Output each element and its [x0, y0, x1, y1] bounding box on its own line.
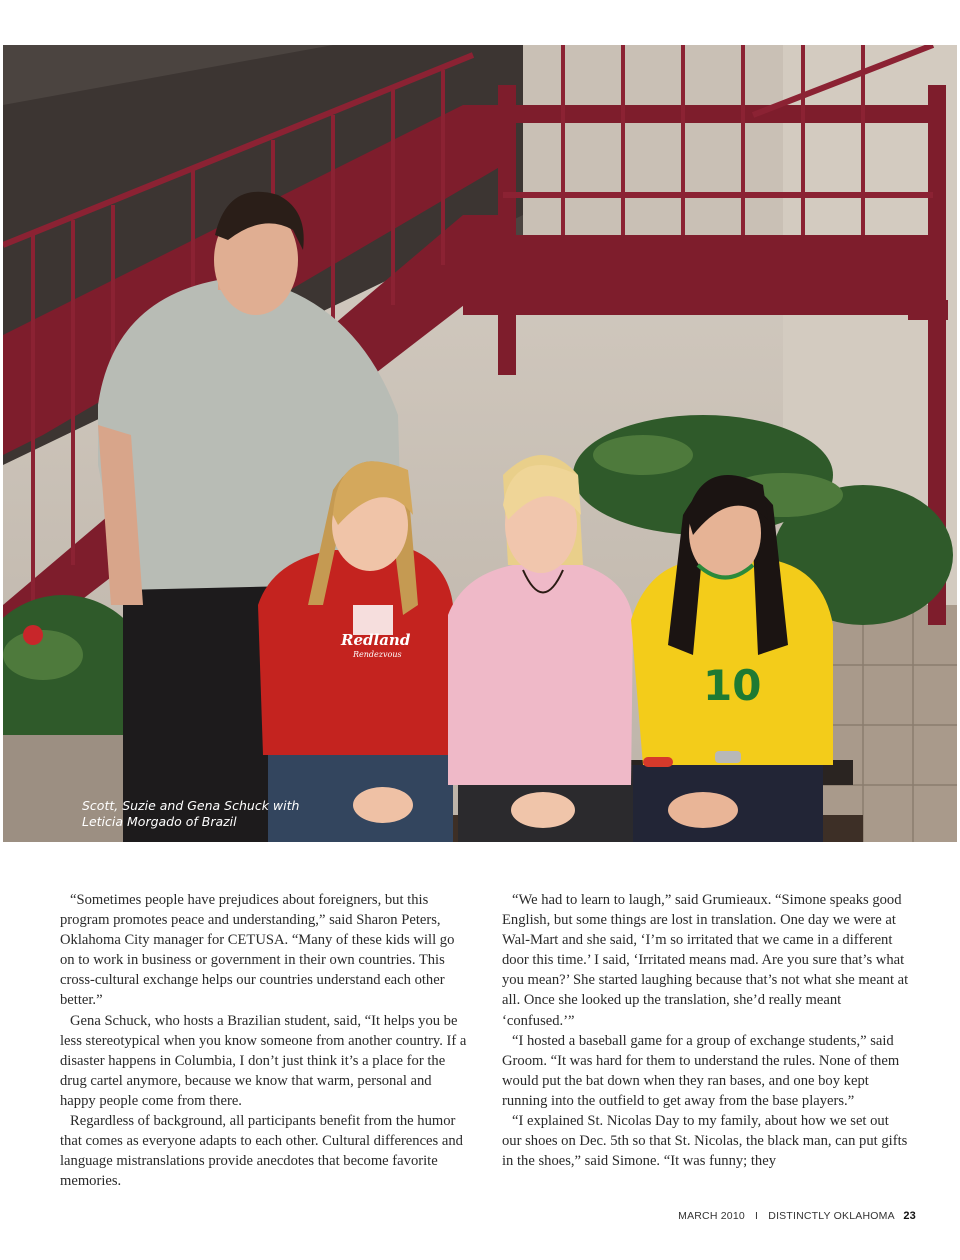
page-footer — [678, 1210, 916, 1222]
footer-magazine-name: DISTINCTLY OKLAHOMA — [768, 1210, 895, 1222]
footer-issue-date: MARCH 2010 — [678, 1210, 745, 1222]
article-column-right — [502, 890, 910, 1171]
article-paragraph: Gena Schuck, who hosts a Brazilian student, said, “It helps you be less stereotypical when you know someone from another country. If a disaster happens in Columbia, I don’t just think it’s a place for the drug cartel anymore, because we know that warm, personal and happy people come from there. — [60, 1012, 467, 1109]
shirt-logo-subtext: Rendezvous — [353, 650, 402, 659]
article-paragraph: Regardless of background, all participants benefit from the humor that comes as everyone adapts to each other. Cultural differences and language mistranslations provide anecdotes that become favorite memories. — [60, 1113, 463, 1190]
article-photo — [3, 45, 957, 842]
article-paragraph: “I hosted a baseball game for a group of exchange students,” said Groom. “It was hard for them to understand the rules. None of them would put the bat down when they ran bases, and one boy kept running into the outfield to get away from the base players.” — [502, 1032, 900, 1109]
page-number: 23 — [903, 1210, 916, 1222]
photo-caption — [82, 798, 342, 830]
shirt-logo-text: Redland — [341, 631, 411, 649]
article-paragraph: “Sometimes people have prejudices about foreigners, but this program promotes peace and understanding,” said Sharon Peters, Oklahoma City manager for CETUSA. “Many of these kids will go on to work in business or government in their own countries. This cross-cultural exchange helps our countries understand each other better.” — [60, 892, 455, 1009]
footer-separator: I — [755, 1210, 759, 1222]
family-photo-illustration — [3, 45, 957, 842]
article-paragraph: “I explained St. Nicolas Day to my family, about how we set out our shoes on Dec. 5th so that St. Nicolas, the black man, can put gifts in the shoes,” said Simone. “It was funny; they — [502, 1113, 908, 1170]
jersey-number: 10 — [703, 661, 762, 710]
photo-caption-line-2: Leticia Morgado of Brazil — [82, 814, 237, 829]
article-column-left — [60, 890, 468, 1191]
article-paragraph: “We had to learn to laugh,” said Grumieaux. “Simone speaks good English, but some things are lost in translation. One day we were at Wal-Mart and she said, ‘I’m so irritated that we came in a different door this time.’ I said, ‘Irritated means mad. Are you sure that’s what you mean?’ She started laughing because that’s not what she meant at all. Once she looked up the translation, she’d really meant ‘confused.’” — [502, 892, 909, 1029]
photo-caption-line-1: Scott, Suzie and Gena Schuck with — [82, 798, 300, 813]
